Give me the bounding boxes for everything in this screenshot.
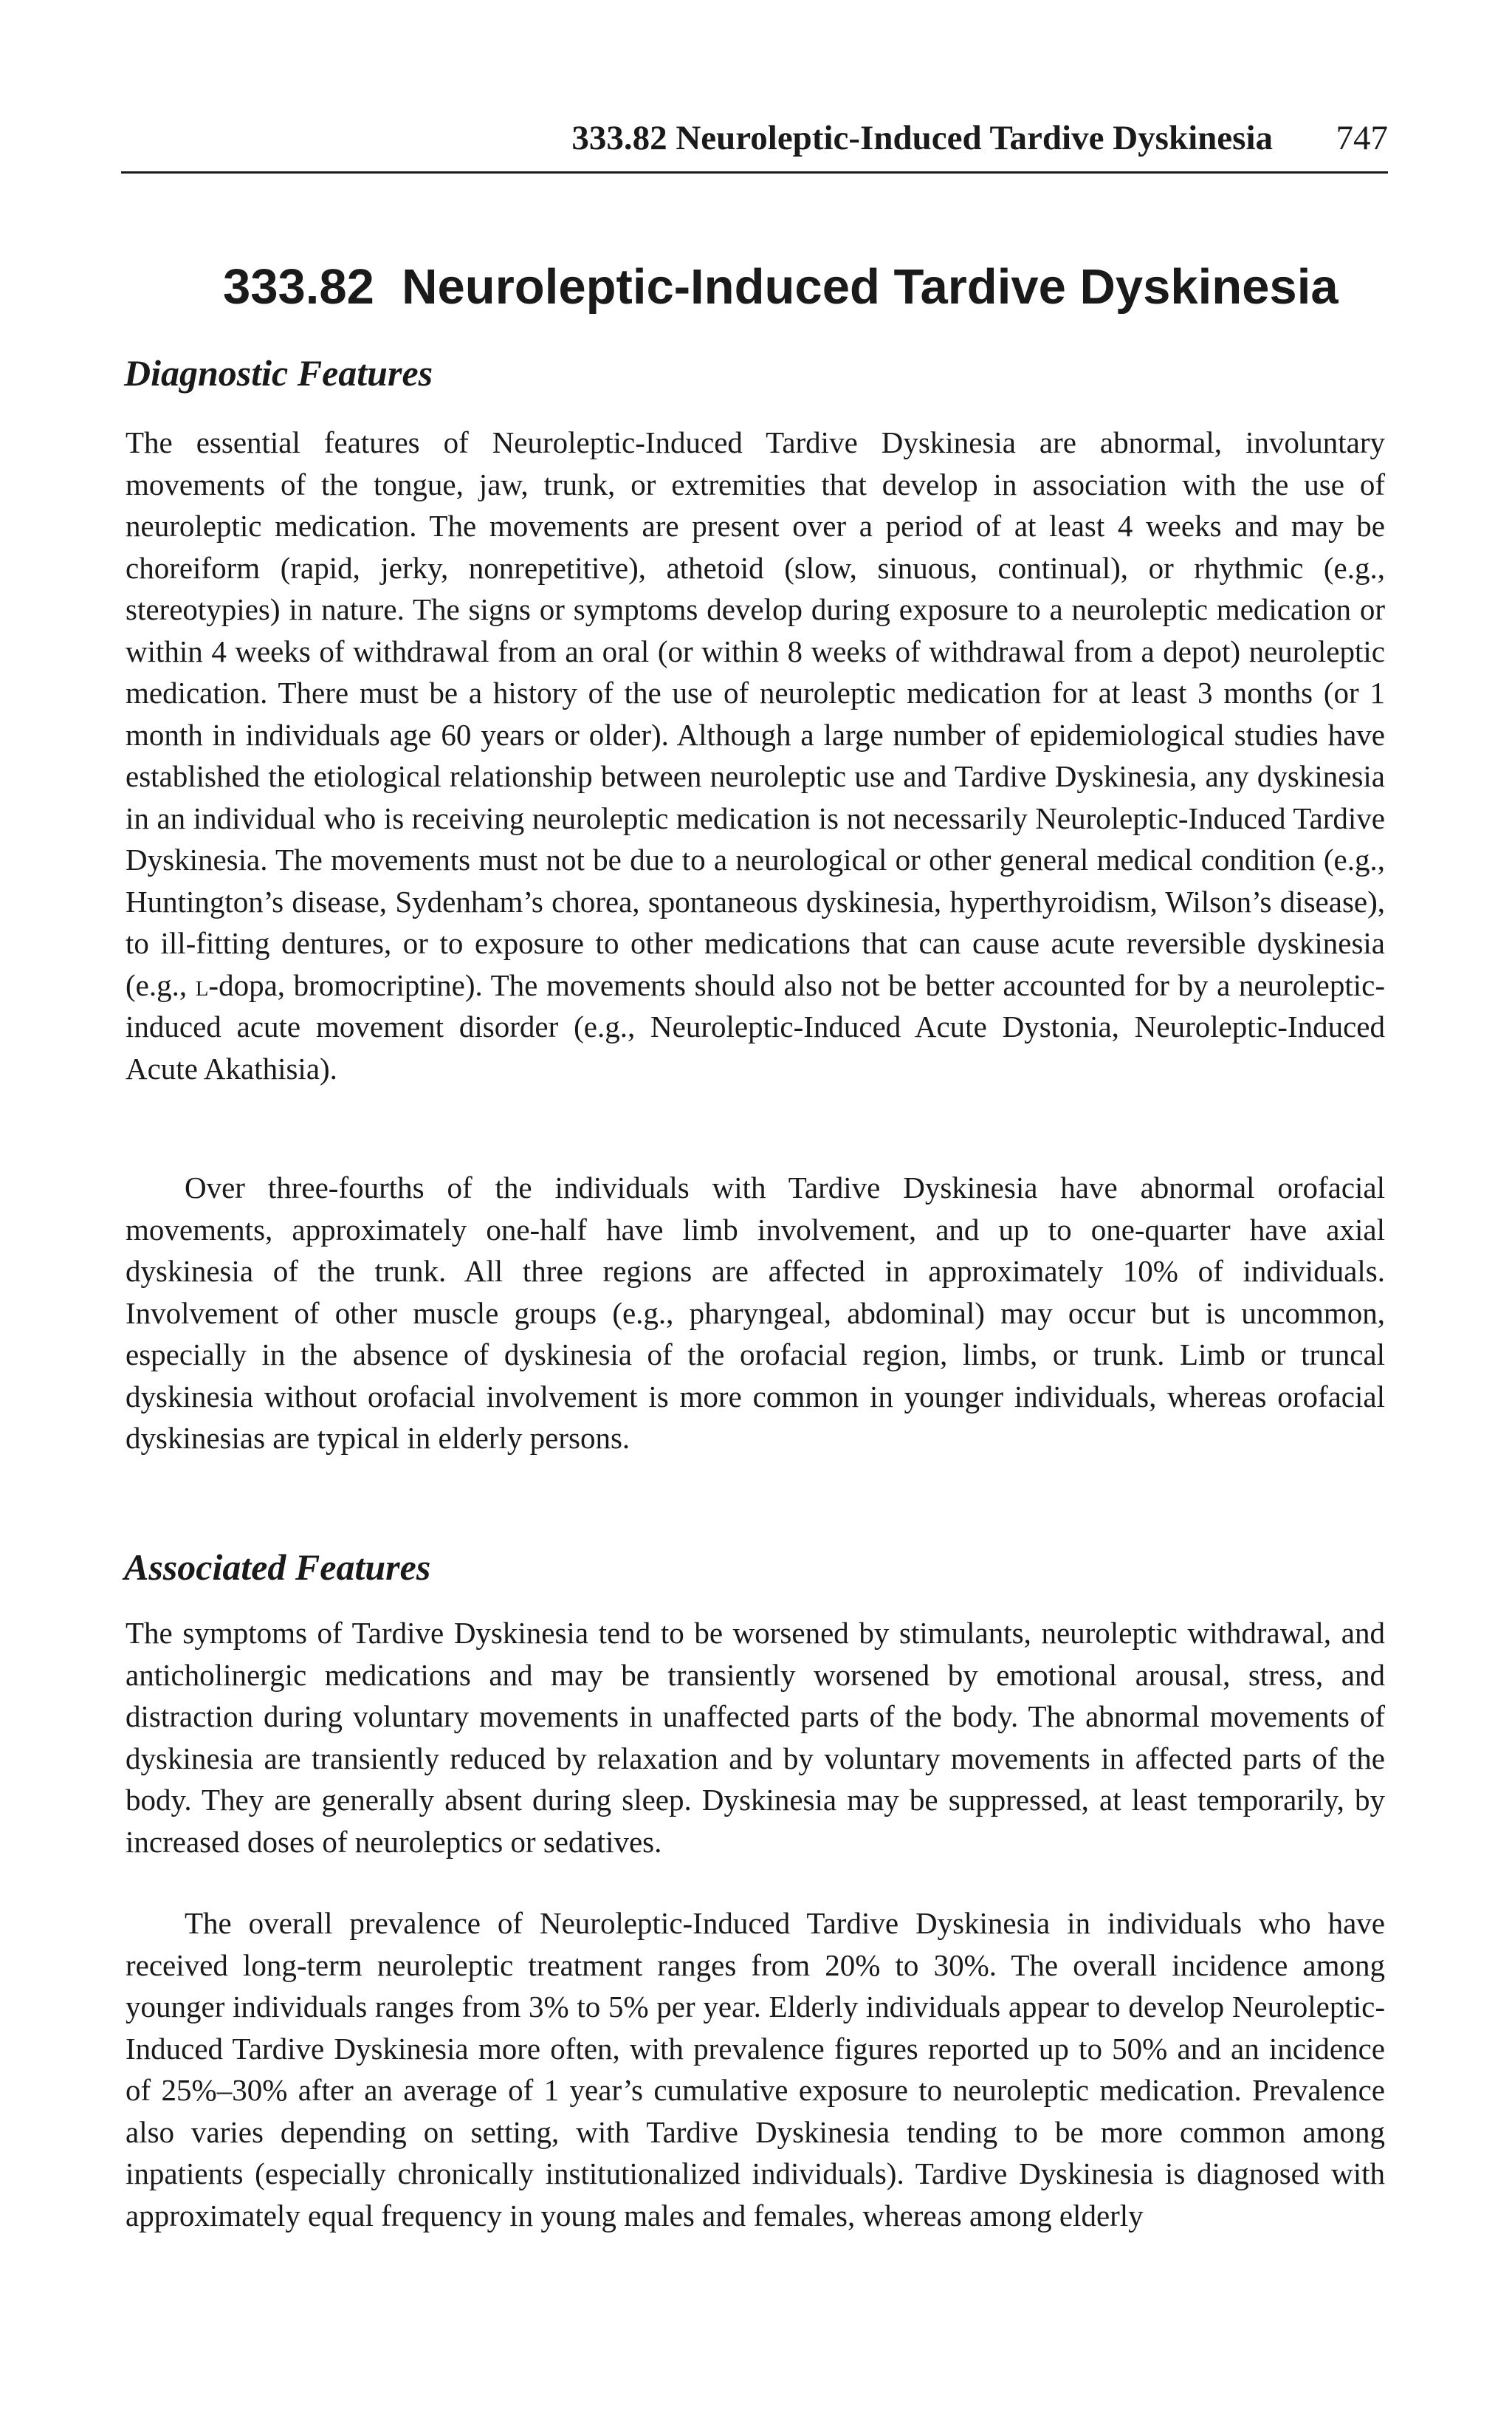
diagnostic-features-paragraph-1 [126, 422, 1385, 1089]
running-head [121, 112, 1388, 174]
paragraph-text: The essential features of Neuroleptic-Induced Tardive Dyskinesia are abnormal, involuntary movements of the tongue, jaw, trunk, or extremities that develop in association with the use of neuroleptic medication. The movements are present over a period of at least 4 weeks and may be choreiform (rapid, jerky, nonrepetitive), athetoid (slow, sinuous, continual), or rhythmic (e.g., stereotypies) in nature. The signs or symptoms develop during exposure to a neuroleptic medication or within 4 weeks of withdrawal from an oral (or within 8 weeks of withdrawal from a depot) neuroleptic medication. There must be a history of the use of neuroleptic medication for at least 3 months (or 1 month in individuals age 60 years or older). Although a large number of epidemiological studies have established the etiological relationship between neuroleptic use and Tardive Dyskinesia, any dyskinesia in an individual who is receiving neuroleptic medication is not necessarily Neuroleptic-Induced Tardive Dyskinesia. The movements must not be due to a neurological or other general medical condition (e.g., Huntington’s disease, Sydenham’s chorea, spontaneous dyskinesia, hyperthyroidism, Wilson’s disease), to ill-fitting dentures, or to exposure to other medications that can cause acute reversible dyskinesia (e.g., [126, 425, 1385, 1002]
associated-features-paragraph-1: The symptoms of Tardive Dyskinesia tend to be worsened by stimulants, neuroleptic withdrawal, and anticholinergic medications and may be transiently worsened by emotional arousal, stress, and distraction during voluntary movements in unaffected parts of the body. The abnormal movements of dyskinesia are transiently reduced by relaxation and by voluntary movements in affected parts of the body. They are generally absent during sleep. Dyskinesia may be suppressed, at least temporarily, by increased doses of neuroleptics or sedatives. [126, 1616, 1385, 1859]
diagnostic-features-heading: Diagnostic Features [124, 352, 433, 394]
associated-features-paragraph-2: The overall prevalence of Neuroleptic-Induced Tardive Dyskinesia in individuals who have received long-term neuroleptic treatment ranges from 20% to 30%. The overall incidence among younger individuals ranges from 3% to 5% per year. Elderly individuals appear to develop Neuroleptic-Induced Tardive Dyskinesia more often, with prevalence figures reported up to 50% and an incidence of 25%–30% after an average of 1 year’s cumulative exposure to neuroleptic medication. Prevalence also varies depending on setting, with Tardive Dyskinesia tending to be more common among inpatients (especially chronically institutionalized individuals). Tardive Dyskinesia is diagnosed with approximately equal frequency in young males and females, whereas among elderly [126, 1906, 1385, 2232]
diagnostic-features-paragraph-2: Over three-fourths of the individuals with Tardive Dyskinesia have abnormal orofacial movements, approximately one-half have limb involvement, and up to one-quarter have axial dyskinesia of the trunk. All three regions are affected in approximately 10% of individuals. Involvement of other muscle groups (e.g., pharyngeal, abdominal) may occur but is uncommon, especially in the absence of dyskinesia of the orofacial region, limbs, or trunk. Limb or truncal dyskinesia without orofacial involvement is more common in younger individuals, whereas orofacial dyskinesias are typical in elderly persons. [126, 1171, 1385, 1455]
small-caps-letter: l [195, 967, 209, 1002]
paragraph-text: -dopa, bromocriptine). The movements should also not be better accounted for by a neuroleptic-induced acute movement disorder (e.g., Neuroleptic-Induced Acute Dystonia, Neuroleptic-Induced Acute Akathisia). [126, 967, 1385, 1086]
associated-features-heading: Associated Features [124, 1546, 431, 1588]
running-head-title: 333.82 Neuroleptic-Induced Tardive Dyskinesia [571, 119, 1273, 157]
page-number: 747 [1336, 119, 1388, 157]
section-title: 333.82 Neuroleptic-Induced Tardive Dyskinesia [223, 259, 1339, 315]
